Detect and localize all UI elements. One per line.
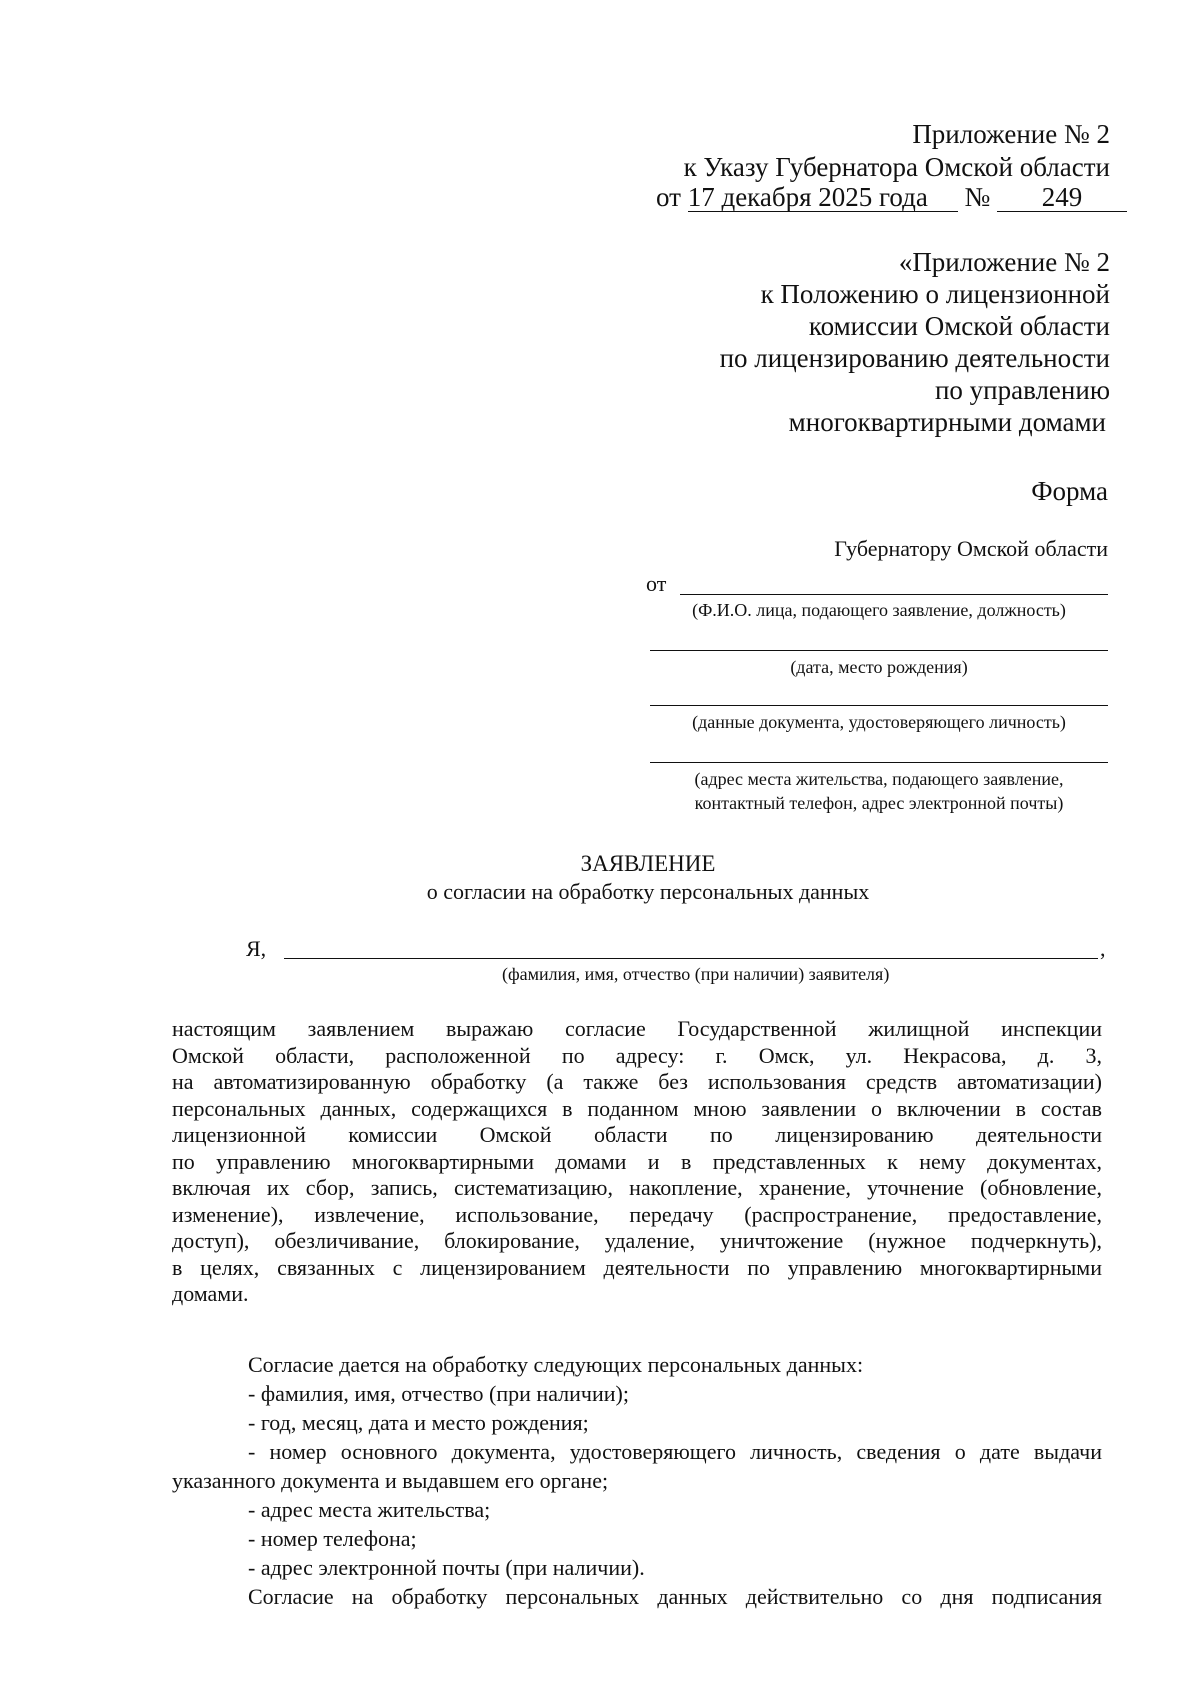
list-intro: Согласие дается на обработку следующих персональных данных: xyxy=(248,1352,864,1377)
decree-header xyxy=(684,118,1110,184)
paragraph-line: изменение), извлечение, использование, передачу (распространение, предоставление, xyxy=(172,1201,1102,1227)
paragraph-line: по управлению многоквартирными домами и в представленных к нему документах, xyxy=(172,1148,1102,1174)
id-field-line xyxy=(650,705,1108,706)
hint-birth: (дата, место рождения) xyxy=(790,657,968,677)
paragraph-line: доступ), обезличивание, блокирование, удаление, уничтожение (нужное подчеркнуть), xyxy=(172,1228,1102,1253)
header-appendix-number: Приложение № 2 xyxy=(912,119,1110,149)
list-item-continuation: указанного документа и выдавшем его органе; xyxy=(172,1468,609,1493)
paragraph-line: в целях, связанных с лицензированием деятельности по управлению многоквартирными xyxy=(172,1254,1102,1280)
list-item: - адрес электронной почты (при наличии). xyxy=(248,1555,645,1580)
name-field-line xyxy=(680,594,1108,595)
list-item: - номер основного документа, удостоверяющего личность, сведения о дате выдачи xyxy=(248,1439,1102,1464)
validity-statement: Согласие на обработку персональных данных действительно со дня подписания xyxy=(248,1584,1102,1609)
header-date: 17 декабря 2025 года xyxy=(688,183,958,212)
applicant-hint: (фамилия, имя, отчество (при наличии) заявителя) xyxy=(502,964,890,984)
appendix-line: по лицензированию деятельности xyxy=(719,343,1110,373)
addressee-to: Губернатору Омской области xyxy=(834,536,1108,561)
address-field-line xyxy=(650,762,1108,763)
applicant-prefix: Я, xyxy=(246,936,267,961)
applicant-name-line xyxy=(284,958,1098,959)
list-item: - номер телефона; xyxy=(248,1526,417,1551)
form-label: Форма xyxy=(1031,476,1108,506)
list-item: - адрес места жительства; xyxy=(248,1497,491,1522)
header-date-line xyxy=(656,180,1127,215)
hint-address-1: (адрес места жительства, подающего заявление, xyxy=(694,769,1064,789)
paragraph-line: настоящим заявлением выражаю согласие Государственной жилищной инспекции xyxy=(172,1016,1102,1041)
paragraph-line: Омской области, расположенной по адресу: г. Омск, ул. Некрасова, д. 3, xyxy=(172,1042,1102,1068)
document-title: ЗАЯВЛЕНИЕ xyxy=(580,851,716,876)
paragraph-line: включая их сбор, запись, систематизацию, накопление, хранение, уточнение (обновление, xyxy=(172,1175,1102,1200)
paragraph-line: домами. xyxy=(172,1281,249,1306)
header-number-label: № xyxy=(964,182,991,212)
header-decree-ref: к Указу Губернатора Омской области xyxy=(683,152,1110,182)
hint-id: (данные документа, удостоверяющего личность) xyxy=(692,712,1066,732)
paragraph-line: персональных данных, содержащихся в поданном мною заявлении о включении в состав xyxy=(172,1095,1102,1121)
appendix-line: многоквартирными домами xyxy=(788,407,1106,437)
personal-data-list xyxy=(172,1350,1102,1611)
appendix-line: по управлению xyxy=(934,375,1110,405)
hint-address-2: контактный телефон, адрес электронной почты) xyxy=(694,793,1064,813)
header-from-label: от xyxy=(656,182,681,212)
paragraph-line: лицензионной комиссии Омской области по лицензированию деятельности xyxy=(172,1122,1102,1147)
appendix-line: к Положению о лицензионной xyxy=(760,279,1110,309)
list-item: - год, месяц, дата и место рождения; xyxy=(248,1410,589,1435)
header-number: 249 xyxy=(997,183,1127,212)
hint-name: (Ф.И.О. лица, подающего заявление, должность) xyxy=(692,600,1066,620)
appendix-line: «Приложение № 2 xyxy=(898,247,1110,277)
appendix-line: комиссии Омской области xyxy=(808,311,1110,341)
birth-field-line xyxy=(650,650,1108,651)
paragraph-line: на автоматизированную обработку (а также без использования средств автоматизации) xyxy=(172,1069,1102,1094)
applicant-suffix: , xyxy=(1100,936,1106,961)
addressee-from-label: от xyxy=(646,571,667,596)
list-item: - фамилия, имя, отчество (при наличии); xyxy=(248,1381,629,1406)
regulation-appendix xyxy=(720,246,1110,438)
consent-paragraph xyxy=(172,1016,1102,1308)
document-subtitle: о согласии на обработку персональных данных xyxy=(426,879,870,904)
